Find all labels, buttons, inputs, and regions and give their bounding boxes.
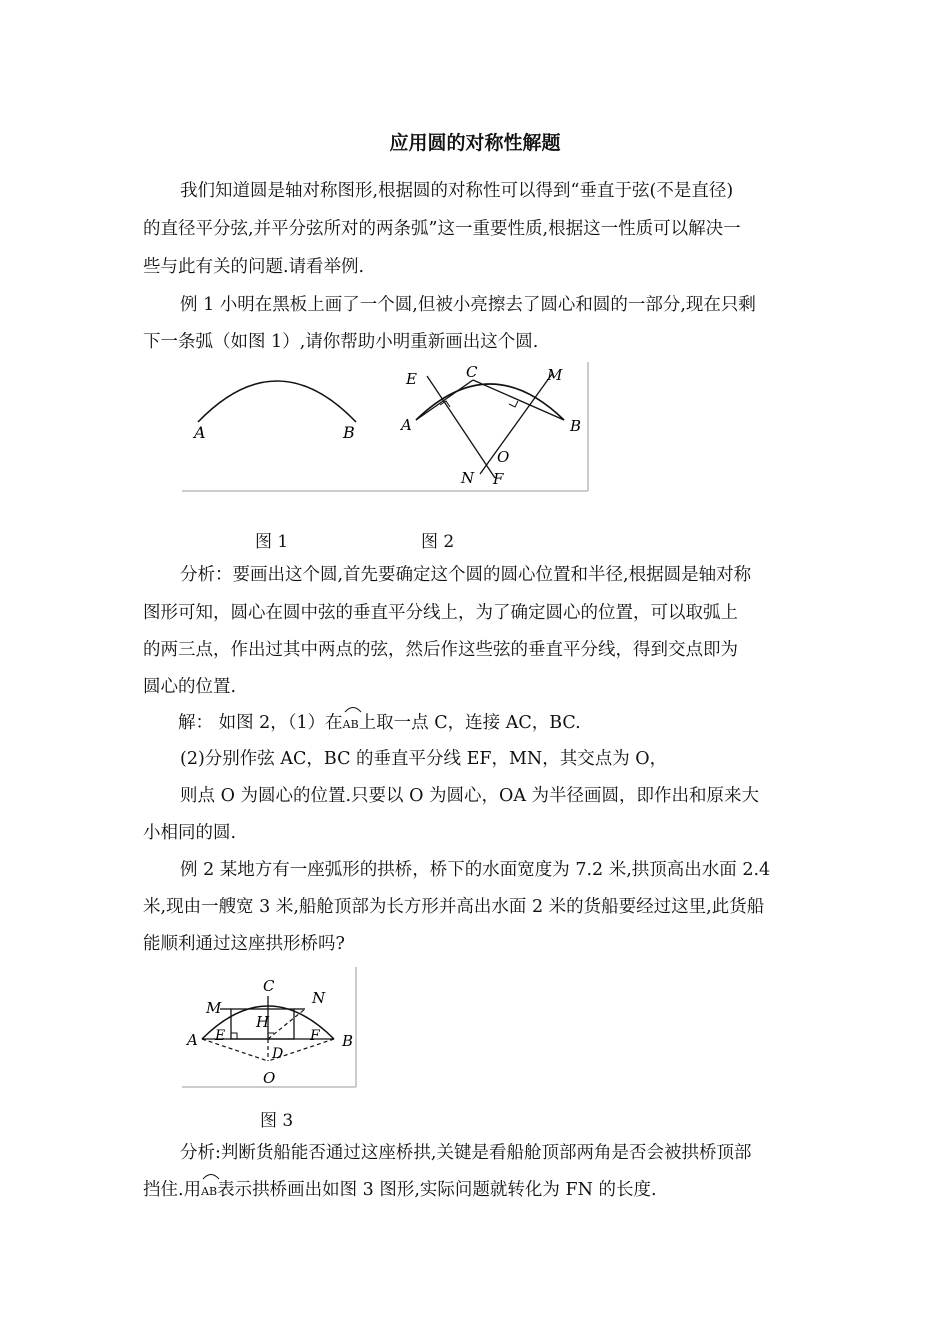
fig3-label-f: F (310, 1028, 320, 1044)
intro-line: 的直径平分弦,并平分弦所对的两条弧”这一重要性质,根据这一性质可以解决一 (143, 219, 741, 239)
fig3-label-o: O (263, 1069, 276, 1087)
solution-line-3: 则点 O 为圆心的位置.只要以 O 为圆心，OA 为半径画圆，即作出和原来大 (180, 786, 760, 806)
fig2-label-f: F (493, 470, 504, 488)
fig3-label-m: M (206, 999, 222, 1017)
fig2-label-n: N (461, 469, 475, 487)
fig2-label-a: A (401, 416, 412, 434)
example2-line: 能顺利通过这座拱形桥吗? (143, 934, 345, 954)
fig2-label-m: M (547, 366, 563, 384)
figure-1-caption: 图 1 (255, 532, 289, 552)
radius-ao (202, 1039, 268, 1061)
figure-1-2 (180, 360, 592, 495)
fig1-label-b: B (343, 423, 355, 442)
solution-text: 解： 如图 2，（1）在 (178, 713, 343, 733)
solution-line-1 (178, 712, 581, 736)
analysis1-line: 分析：要画出这个圆,首先要确定这个圆的圆心位置和半径,根据圆是轴对称 (180, 565, 752, 585)
figure-2-caption: 图 2 (421, 532, 455, 552)
fig2-arc (416, 384, 564, 420)
fig3-label-b: B (342, 1032, 354, 1050)
page-title: 应用圆的对称性解题 (389, 132, 561, 154)
fig2-label-b: B (570, 417, 582, 435)
fig1-label-a: A (194, 423, 206, 442)
example2-line: 例 2 某地方有一座弧形的拱桥，桥下的水面宽度为 7.2 米,拱顶高出水面 2.4 (180, 860, 771, 880)
solution-line-2: (2)分别作弦 AC，BC 的垂直平分线 EF，MN，其交点为 O， (180, 749, 668, 769)
analysis1-line: 的两三点，作出过其中两点的弦，然后作这些弦的垂直平分线，得到交点即为 (143, 640, 738, 660)
arc-ab-symbol: AB (201, 1179, 217, 1203)
example1-line: 下一条弧（如图 1）,请你帮助小明重新画出这个圆. (143, 332, 539, 352)
fig3-label-e: E (215, 1028, 226, 1044)
bisector-ef (427, 376, 495, 478)
intro-line: 些与此有关的问题.请看举例. (143, 257, 365, 277)
intro-line: 我们知道圆是轴对称图形,根据圆的对称性可以得到“垂直于弦(不是直径) (180, 181, 734, 201)
fig3-label-d: D (272, 1046, 284, 1062)
analysis2-text: 表示拱桥画出如图 3 图形,实际问题就转化为 FN 的长度. (217, 1180, 657, 1200)
analysis1-line: 图形可知，圆心在圆中弦的垂直平分线上，为了确定圆心的位置，可以取弧上 (143, 603, 738, 623)
fig2-label-e: E (406, 370, 417, 388)
solution-line-4: 小相同的圆. (143, 823, 237, 843)
figure-3-caption: 图 3 (260, 1111, 294, 1131)
example1-line: 例 1 小明在黑板上画了一个圆,但被小亮擦去了圆心和圆的一部分,现在只剩 (180, 295, 756, 315)
fig3-label-h: H (256, 1013, 270, 1031)
figure-3 (180, 965, 360, 1091)
fig3-label-c: C (263, 977, 275, 995)
right-angle-mark (231, 1033, 237, 1039)
arc-mark-icon (343, 705, 363, 713)
fig2-label-o: O (497, 448, 510, 466)
analysis2-line-2 (143, 1179, 657, 1203)
example2-line: 米,现由一艘宽 3 米,船舱顶部为长方形并高出水面 2 米的货船要经过这里,此货船 (143, 897, 765, 917)
analysis1-line: 圆心的位置. (143, 677, 237, 697)
chord-ac (416, 380, 473, 420)
analysis2-line-1: 分析:判断货船能否通过这座桥拱,关键是看船舱顶部两角是否会被拱桥顶部 (180, 1143, 752, 1163)
fig1-arc (198, 381, 356, 422)
analysis2-text: 挡住.用 (143, 1180, 202, 1200)
fig2-label-c: C (466, 363, 478, 381)
fig3-label-a: A (187, 1031, 198, 1049)
right-angle-mark (509, 401, 518, 407)
chord-bc (473, 380, 564, 420)
arc-mark-icon (201, 1172, 221, 1180)
solution-text: 上取一点 C，连接 AC，BC. (358, 713, 581, 733)
arc-ab-symbol: AB (343, 712, 359, 736)
fig3-label-n: N (312, 989, 326, 1007)
